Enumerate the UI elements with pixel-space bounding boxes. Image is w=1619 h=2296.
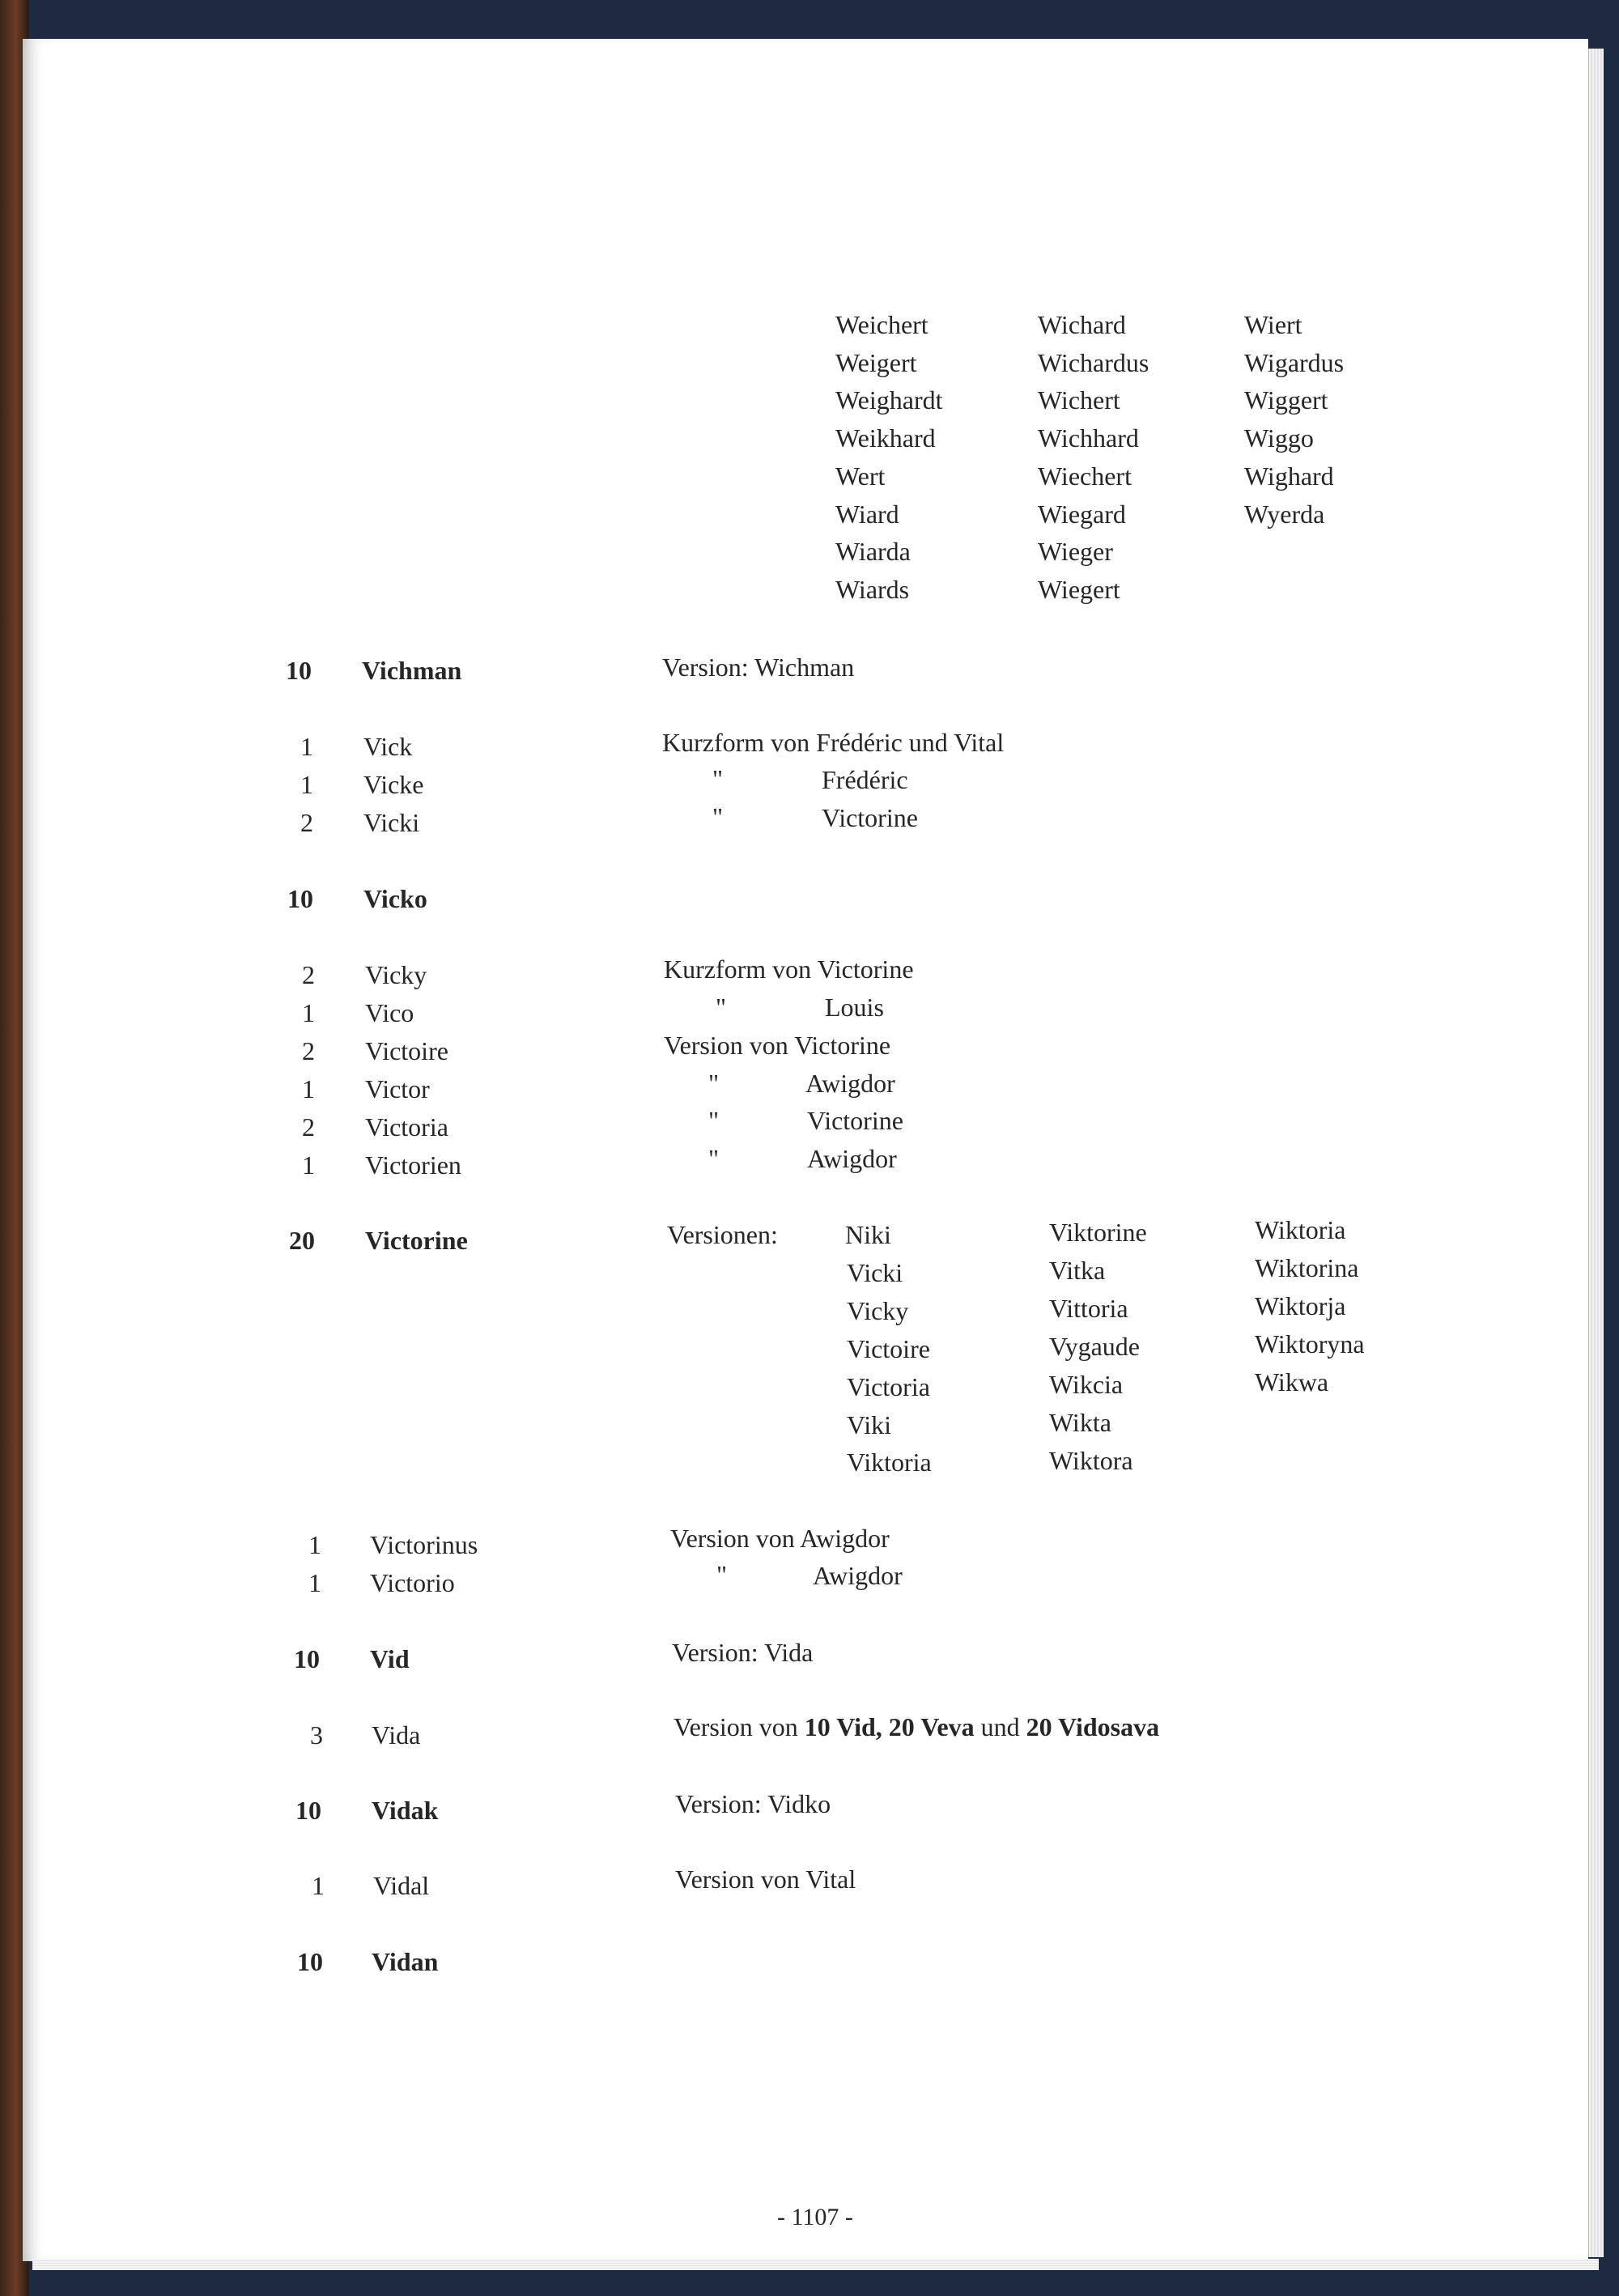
- page-edges-bottom: [32, 2259, 1599, 2270]
- version-item: Wiktoria: [1255, 1215, 1346, 1244]
- version-item: Wikta: [1049, 1408, 1111, 1437]
- entry-count: 10: [297, 1947, 323, 1976]
- name-item: Wichert: [1038, 385, 1120, 415]
- name-item: Wiegert: [1038, 575, 1120, 604]
- name-item: Wichardus: [1038, 348, 1149, 377]
- entry-count: 1: [308, 1568, 321, 1597]
- version-item: Vitka: [1049, 1256, 1106, 1285]
- name-item: Wyerda: [1244, 500, 1325, 529]
- version-item: Vicky: [847, 1296, 909, 1325]
- entry-count: 20: [289, 1226, 315, 1255]
- entry-name: Victorio: [370, 1568, 455, 1597]
- version-item: Victoire: [847, 1334, 930, 1363]
- entry-count: 1: [302, 1150, 315, 1180]
- entry-description: Version: Vida: [672, 1638, 814, 1667]
- entry-count: 1: [300, 770, 313, 799]
- entry-description: Version von Vital: [675, 1864, 856, 1894]
- entry-count: 2: [300, 808, 313, 837]
- name-item: Wiegard: [1038, 500, 1126, 529]
- ditto-mark: ": [716, 1560, 728, 1589]
- entry-name: Vicko: [363, 884, 427, 913]
- entry-reference: Victorine: [807, 1106, 903, 1135]
- name-item: Wert: [835, 461, 886, 491]
- entry-name: Victoire: [365, 1036, 448, 1065]
- entry-name: Vidal: [373, 1871, 430, 1900]
- page-number: - 1107 -: [777, 2204, 853, 2230]
- entry-name: Vid: [370, 1644, 410, 1673]
- version-item: Vittoria: [1049, 1294, 1128, 1323]
- entry-name: Vicky: [365, 960, 427, 989]
- entry-name: Victor: [365, 1074, 430, 1103]
- entry-name: Vidak: [372, 1796, 439, 1825]
- version-item: Vicki: [847, 1258, 903, 1287]
- entry-description: [674, 1714, 1159, 1740]
- version-item: Viktorine: [1049, 1218, 1147, 1247]
- version-item: Wiktorina: [1255, 1253, 1359, 1282]
- desc-text: und: [974, 1712, 1026, 1741]
- version-item: Wikwa: [1255, 1367, 1329, 1397]
- entry-reference: Victorine: [822, 803, 918, 832]
- entry-count: 2: [302, 1036, 315, 1065]
- name-item: Wiard: [835, 500, 899, 529]
- name-item: Wiggert: [1244, 385, 1328, 415]
- name-item: Weikhard: [835, 423, 936, 453]
- ditto-mark: ": [708, 1069, 720, 1098]
- entry-count: 10: [295, 1796, 321, 1825]
- entry-description: Version: Wichman: [662, 653, 855, 682]
- version-item: Victoria: [847, 1372, 930, 1401]
- version-item: Wiktora: [1049, 1446, 1133, 1475]
- entry-count: 1: [312, 1871, 325, 1900]
- name-item: Weichert: [835, 310, 928, 339]
- entry-name: Victorine: [365, 1226, 468, 1255]
- version-item: Wikcia: [1049, 1370, 1124, 1399]
- entry-name: Victoria: [365, 1112, 448, 1142]
- name-item: Wighard: [1244, 461, 1334, 491]
- entry-description: Versionen:: [667, 1220, 778, 1249]
- entry-name: Victorinus: [370, 1530, 478, 1559]
- entry-reference: Awigdor: [807, 1144, 897, 1173]
- version-item: Wiktoryna: [1255, 1329, 1365, 1358]
- entry-description: Kurzform von Victorine: [664, 955, 914, 984]
- entry-count: 10: [294, 1644, 320, 1673]
- entry-name: Vidan: [372, 1947, 439, 1976]
- entry-count: 1: [302, 1074, 315, 1103]
- entry-name: Vick: [363, 732, 413, 761]
- page-edges-right: [1588, 49, 1604, 2257]
- version-item: Wiktorja: [1255, 1291, 1346, 1320]
- entry-name: Vico: [365, 998, 414, 1027]
- entry-description: Kurzform von Frédéric und Vital: [662, 728, 1005, 757]
- name-item: Wiert: [1244, 310, 1302, 339]
- ditto-mark: ": [708, 1106, 720, 1135]
- name-item: Wichard: [1038, 310, 1126, 339]
- name-item: Wigardus: [1244, 348, 1345, 377]
- entry-reference: Awigdor: [813, 1561, 903, 1590]
- version-item: Viktoria: [847, 1448, 932, 1477]
- desc-text: Version von: [674, 1712, 805, 1741]
- ditto-mark: ": [712, 802, 724, 831]
- name-item: Wiarda: [835, 537, 911, 566]
- ditto-mark: ": [708, 1144, 720, 1173]
- book-page: [23, 39, 1588, 2261]
- name-item: Wiggo: [1244, 423, 1314, 453]
- entry-name: Vicke: [363, 770, 424, 799]
- entry-name: Vicki: [363, 808, 420, 837]
- version-item: Vygaude: [1049, 1332, 1140, 1361]
- entry-description: Version: Vidko: [675, 1789, 831, 1818]
- entry-name: Vichman: [362, 656, 462, 685]
- ditto-mark: ": [712, 764, 724, 793]
- ditto-mark: ": [716, 993, 727, 1022]
- name-item: Wieger: [1038, 537, 1113, 566]
- entry-count: 1: [308, 1530, 321, 1559]
- entry-description: Version von Awigdor: [670, 1524, 890, 1553]
- desc-bold-ref: 10 Vid, 20 Veva: [804, 1712, 975, 1741]
- entry-description: Version von Victorine: [664, 1031, 891, 1060]
- entry-count: 1: [300, 732, 313, 761]
- entry-count: 2: [302, 1112, 315, 1142]
- entry-count: 1: [302, 998, 315, 1027]
- version-item: Viki: [847, 1410, 891, 1439]
- entry-name: Victorien: [365, 1150, 461, 1180]
- desc-bold-ref: 20 Vidosava: [1026, 1712, 1160, 1741]
- version-item: Niki: [845, 1220, 891, 1249]
- entry-count: 3: [310, 1720, 323, 1750]
- name-item: Weighardt: [835, 385, 943, 415]
- name-item: Wiards: [835, 575, 910, 604]
- name-item: Wichhard: [1038, 423, 1139, 453]
- entry-reference: Frédéric: [822, 765, 908, 794]
- entry-reference: Awigdor: [805, 1069, 895, 1098]
- name-item: Weigert: [835, 348, 917, 377]
- entry-count: 10: [287, 884, 313, 913]
- entry-reference: Louis: [825, 993, 884, 1022]
- name-item: Wiechert: [1038, 461, 1132, 491]
- entry-count: 2: [302, 960, 315, 989]
- entry-name: Vida: [372, 1720, 421, 1750]
- entry-count: 10: [286, 656, 312, 685]
